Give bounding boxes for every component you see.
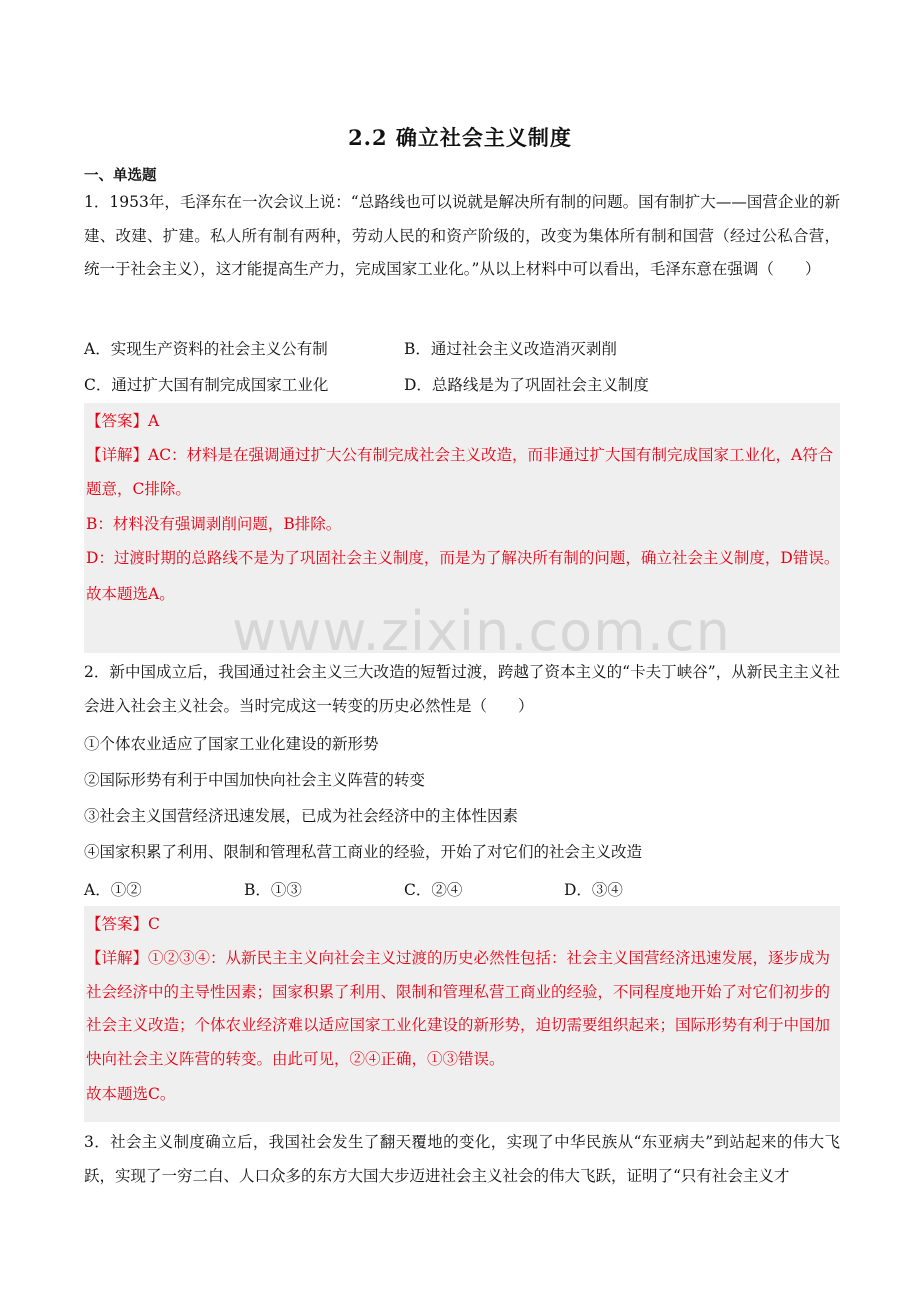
section-heading: 一、单选题 xyxy=(84,167,157,184)
q2-answer: 【答案】C xyxy=(86,915,160,933)
question-2-stem: 2．新中国成立后，我国通过社会主义三大改造的短暂过渡，跨越了资本主义的“卡夫丁峡谷”，从新民主主义社会进入社会主义社会。当时完成这一转变的历史必然性是（ ） xyxy=(84,663,840,715)
q2-detail: 【详解】①②③④：从新民主主义向社会主义过渡的历史必然性包括：社会主义国营经济迅速发展，逐步成为社会经济中的主导性因素；国家积累了利用、限制和管理私营工商业的经验，不同程度地开始了对它们初步的社会主义改造；个体农业经济难以适应国家工业化建设的新形势，迫切需要组织起来；国际形势有利于中国加快向社会主义阵营的转变。由此可见，②④正确，①③错误。 xyxy=(86,949,831,1068)
q2-item-2: ②国际形势有利于中国加快向社会主义阵营的转变 xyxy=(84,771,426,789)
q2-conclusion: 故本题选C。 xyxy=(86,1085,176,1103)
q1-detail-1: 【详解】AC：材料是在强调通过扩大公有制完成社会主义改造，而非通过扩大国有制完成国家工业化，A符合题意，C排除。 xyxy=(86,446,834,498)
q2-option-d: D．③④ xyxy=(564,881,623,899)
q1-answer: 【答案】A xyxy=(86,412,160,430)
q2-option-c: C．②④ xyxy=(404,881,463,899)
q1-answer-block xyxy=(84,403,840,653)
q1-option-a: A．实现生产资料的社会主义公有制 xyxy=(84,340,328,358)
q2-option-a: A．①② xyxy=(84,881,142,899)
q1-detail-2: B：材料没有强调剥削问题，B排除。 xyxy=(86,515,342,533)
question-1-stem: 1．1953年，毛泽东在一次会议上说：“总路线也可以说就是解决所有制的问题。国有制扩大——国营企业的新建、改建、扩建。私人所有制有两种，劳动人民的和资产阶级的，改变为集体所有制和国营（经过公私合营，统一于社会主义），这才能提高生产力，完成国家工业化。”从以上材料中可以看出，毛泽东意在强调（ ） xyxy=(84,193,840,278)
q2-item-3: ③社会主义国营经济迅速发展，已成为社会经济中的主体性因素 xyxy=(84,807,519,825)
q2-item-1: ①个体农业适应了国家工业化建设的新形势 xyxy=(84,735,379,753)
page-title: 2.2 确立社会主义制度 xyxy=(348,125,572,150)
q1-option-d: D．总路线是为了巩固社会主义制度 xyxy=(404,376,649,394)
q1-conclusion: 故本题选A。 xyxy=(86,584,175,603)
q2-option-b: B．①③ xyxy=(244,881,302,899)
q1-option-b: B．通过社会主义改造消灭剥削 xyxy=(404,340,617,358)
q2-answer-block xyxy=(84,906,840,1122)
q2-item-4: ④国家积累了利用、限制和管理私营工商业的经验，开始了对它们的社会主义改造 xyxy=(84,843,643,861)
question-3-stem: 3．社会主义制度确立后，我国社会发生了翻天覆地的变化，实现了中华民族从“东亚病夫”到站起来的伟大飞跃，实现了一穷二白、人口众多的东方大国大步迈进社会主义社会的伟大飞跃，证明了“只有社会主义才 xyxy=(84,1133,840,1185)
q1-option-c: C．通过扩大国有制完成国家工业化 xyxy=(84,376,329,394)
q1-detail-3: D：过渡时期的总路线不是为了巩固社会主义制度，而是为了解决所有制的问题，确立社会主义制度，D错误。 xyxy=(86,549,840,567)
